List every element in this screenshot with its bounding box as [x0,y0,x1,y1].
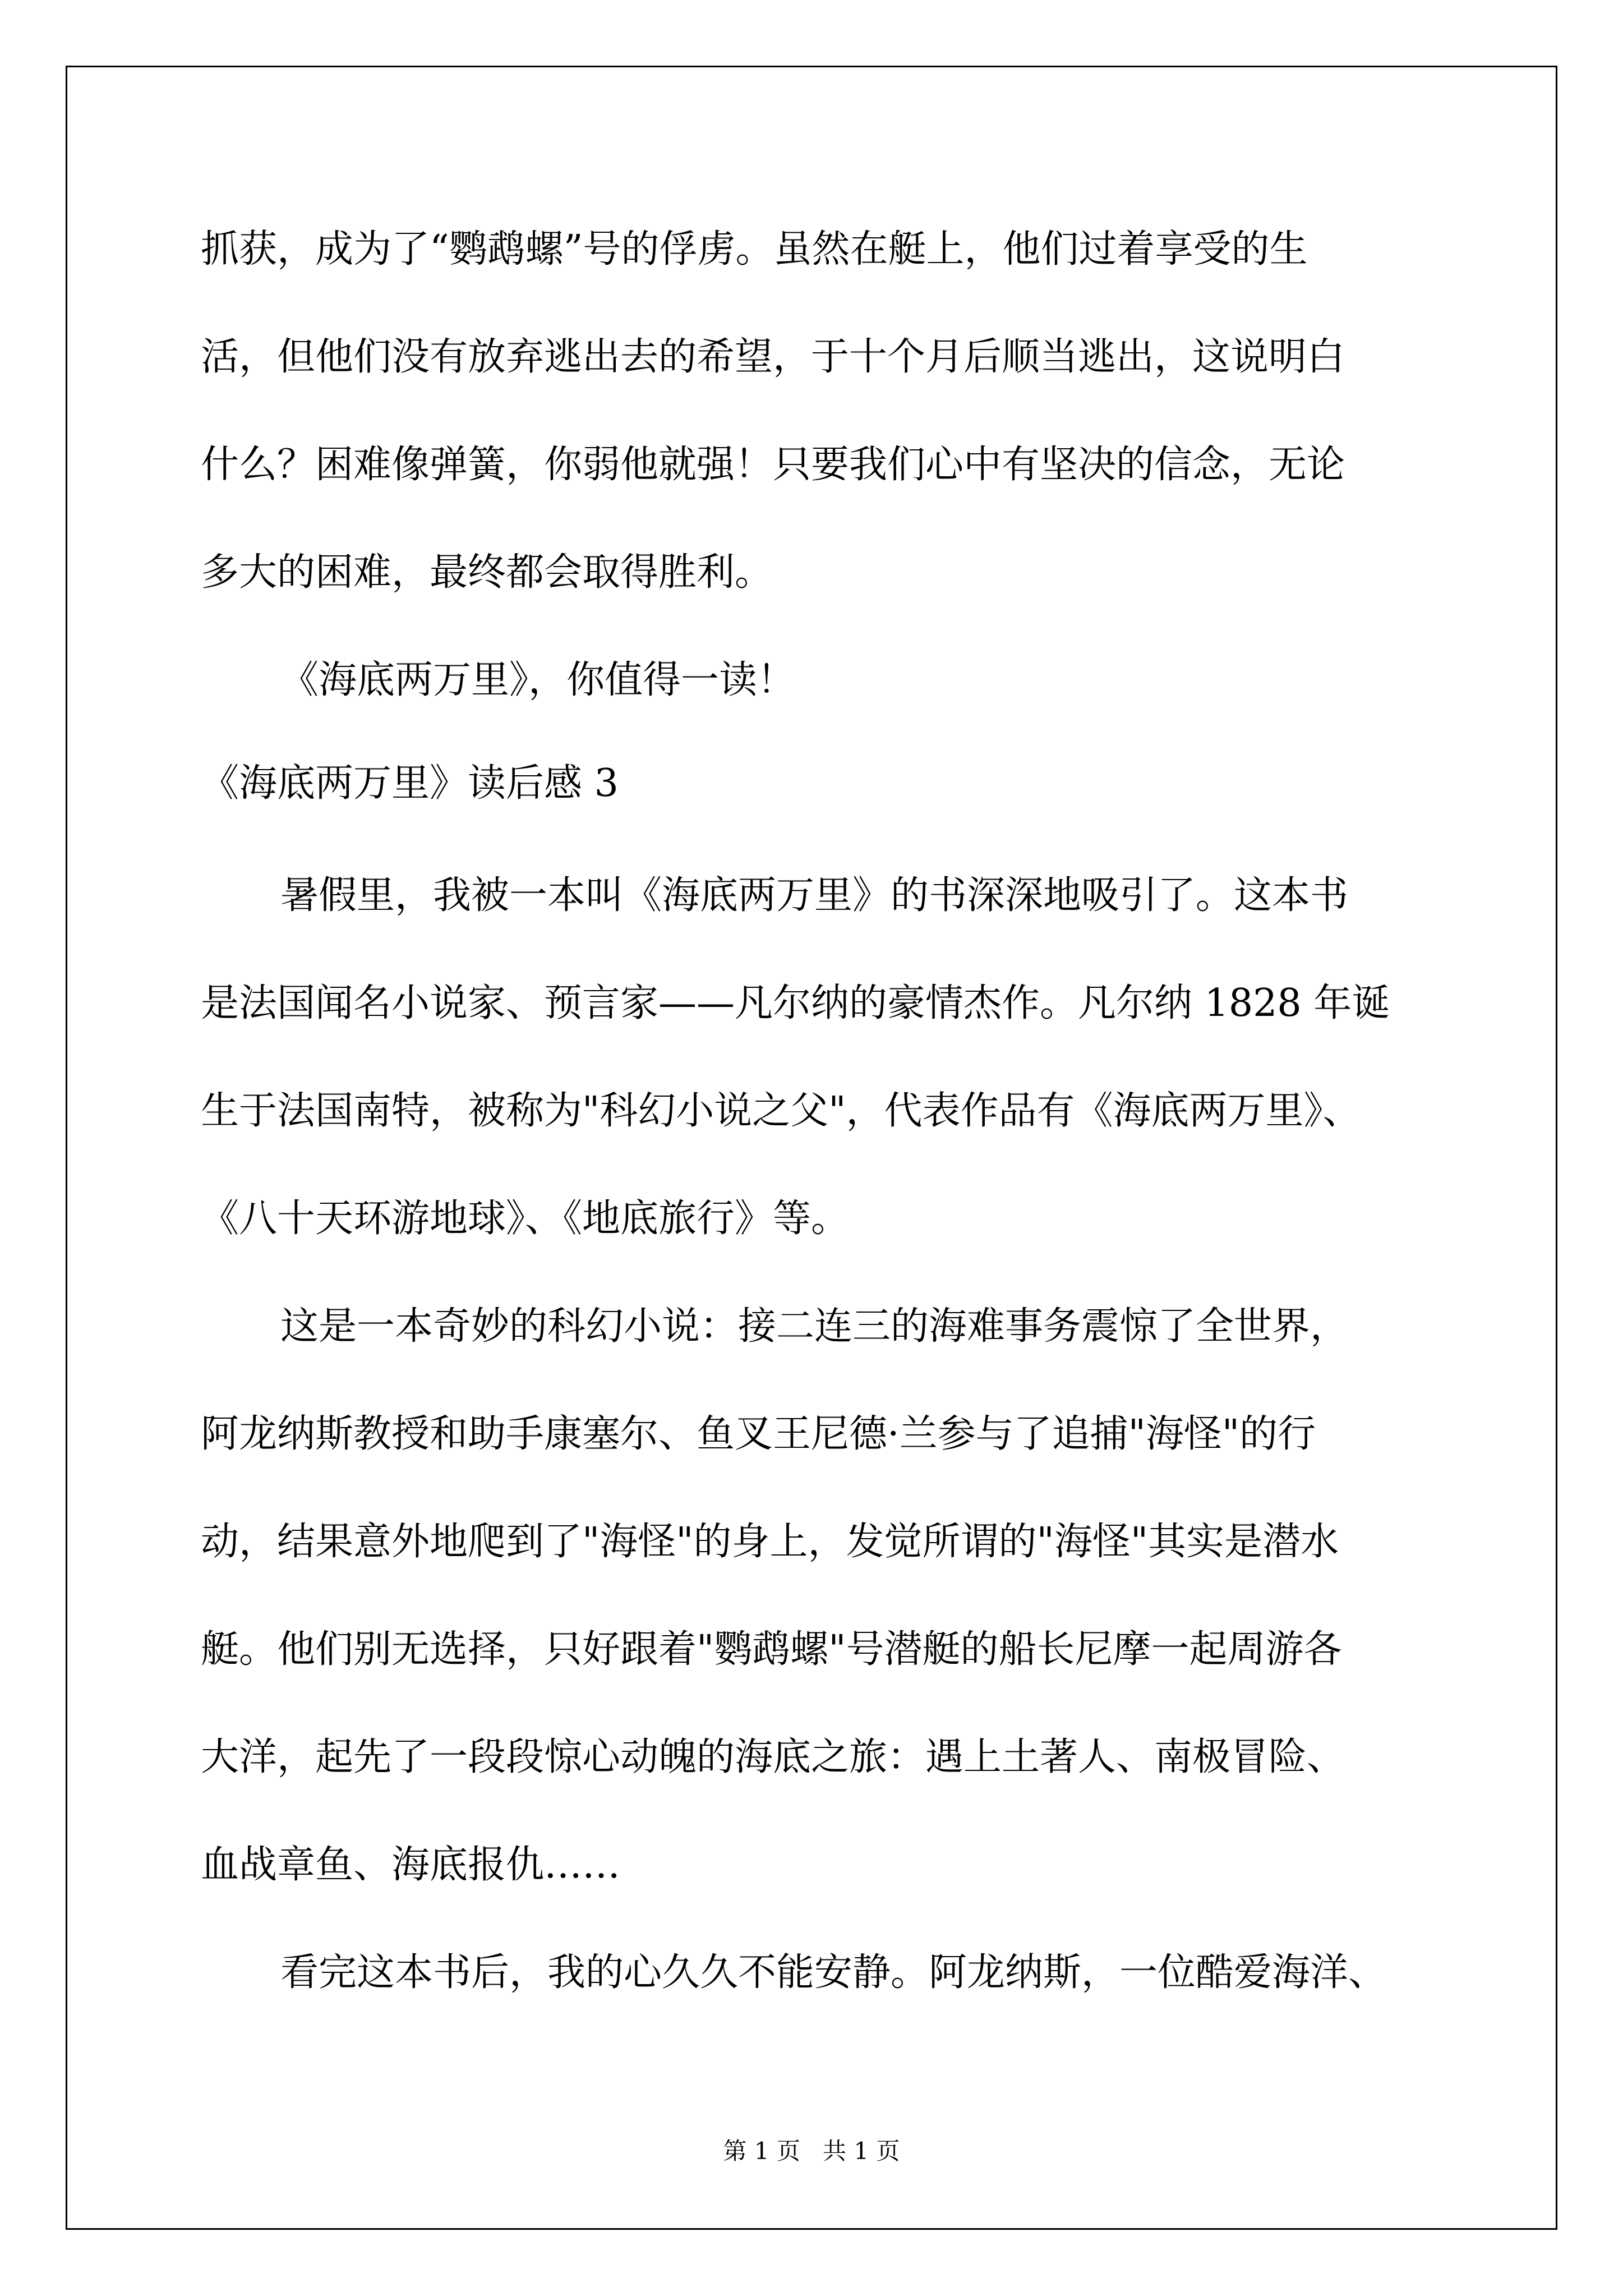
body-text-line: 生于法国南特，被称为"科幻小说之父"，代表作品有《海底两万里》、 [201,1089,1361,1133]
closing-line: 《海底两万里》，你值得一读！ [280,658,796,702]
section-heading: 《海底两万里》读后感 3 [201,761,619,806]
body-text-line: 艇。他们别无选择，只好跟着"鹦鹉螺"号潜艇的船长尼摩一起周游各 [201,1627,1342,1672]
body-text-line: 什么？困难像弹簧，你弱他就强！只要我们心中有坚决的信念，无论 [201,443,1345,487]
body-text-line: 抓获，成为了“鹦鹉螺”号的俘虏。虽然在艇上，他们过着享受的生 [201,227,1308,272]
body-text-line: 阿龙纳斯教授和助手康塞尔、鱼叉王尼德·兰参与了追捕"海怪"的行 [201,1412,1316,1456]
body-text-line: 《八十天环游地球》、《地底旅行》等。 [201,1197,850,1241]
page-border [66,66,1557,2230]
body-text-line: 暑假里，我被一本叫《海底两万里》的书深深地吸引了。这本书 [280,873,1349,918]
body-text-line: 血战章鱼、海底报仇…… [201,1843,621,1887]
body-text-line: 这是一本奇妙的科幻小说：接二连三的海难事务震惊了全世界， [280,1304,1349,1349]
body-text-line: 大洋，起先了一段段惊心动魄的海底之旅：遇上土著人、南极冒险、 [201,1735,1345,1779]
body-text-line: 动，结果意外地爬到了"海怪"的身上，发觉所谓的"海怪"其实是潜水 [201,1520,1339,1564]
body-text-line: 看完这本书后，我的心久久不能安静。阿龙纳斯，一位酷爱海洋、 [280,1950,1387,1995]
body-text-line: 多大的困难，最终都会取得胜利。 [201,550,773,595]
body-text-line: 是法国闻名小说家、预言家——凡尔纳的豪情杰作。凡尔纳 1828 年诞 [201,981,1390,1025]
body-text-line: 活，但他们没有放弃逃出去的希望，于十个月后顺当逃出，这说明白 [201,335,1345,379]
page-number-footer: 第 1 页 共 1 页 [723,2137,900,2165]
